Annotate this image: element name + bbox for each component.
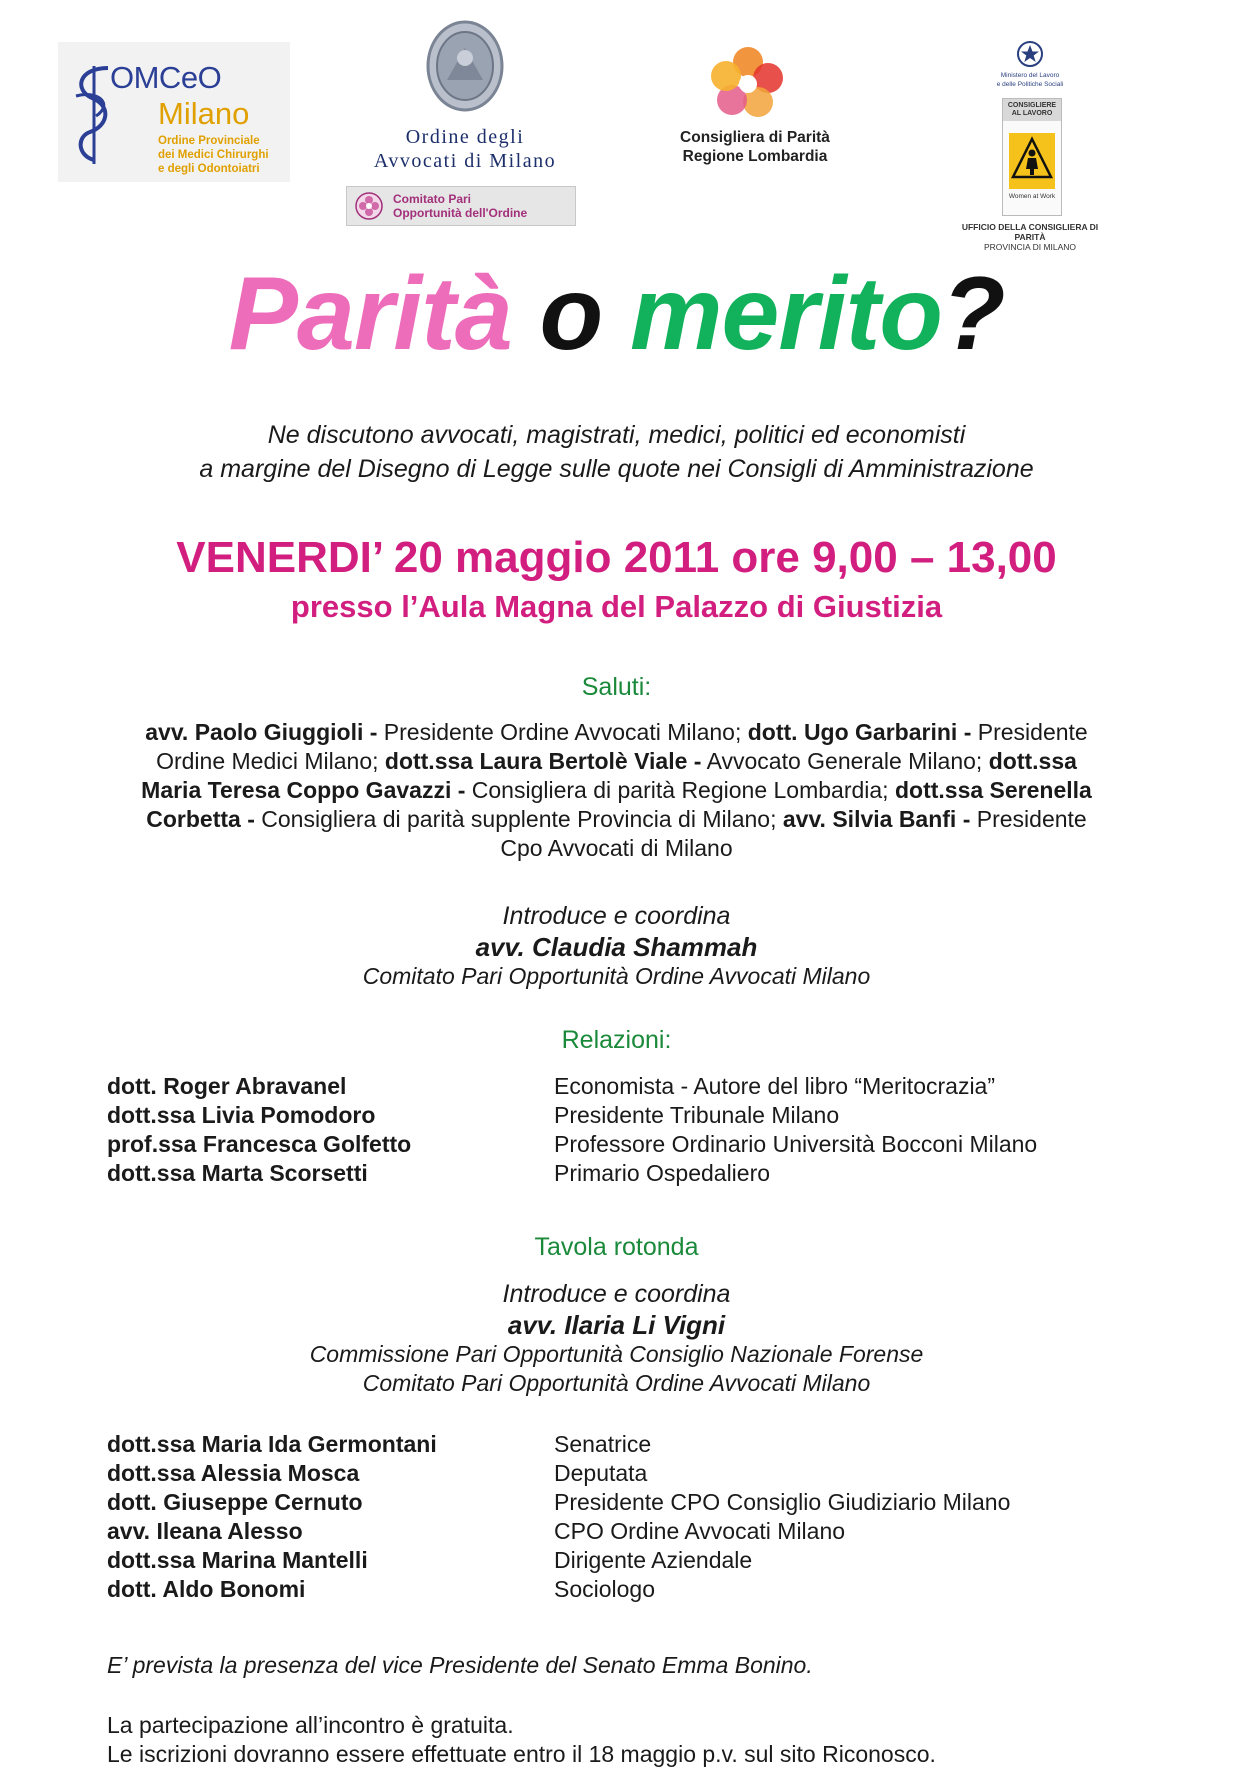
women-at-work-caption: Women at Work (1008, 193, 1056, 200)
panelist-name: dott.ssa Marina Mantelli (107, 1547, 368, 1573)
panelist-name: dott.ssa Maria Ida Germontani (107, 1431, 437, 1457)
title-question-mark: ? (941, 256, 1005, 372)
avvocati-line-1: Ordine degli (405, 126, 525, 148)
panelist-row (107, 1575, 1207, 1604)
emblem-icon (1016, 40, 1044, 70)
consigliera-line: Regione Lombardia (682, 148, 828, 165)
comitato-badge-text (393, 192, 527, 220)
omceo-sub-line: dei Medici Chirurghi (158, 149, 269, 161)
panelist-role: Senatrice (554, 1431, 652, 1457)
ministero-footer-line: UFFICIO DELLA CONSIGLIERA DI PARITÀ (961, 222, 1099, 242)
saluti-role: Presidente Ordine Avvocati Milano; (377, 719, 748, 745)
tavola-heading: Tavola rotonda (534, 1233, 699, 1261)
speaker-name: dott.ssa Marta Scorsetti (107, 1160, 368, 1186)
omceo-subtitle (158, 134, 288, 176)
speaker-name: dott. Roger Abravanel (107, 1073, 347, 1099)
saluti-role: Consigliera di parità supplente Provincia di Milano; (254, 806, 783, 832)
flower-petals-icon (708, 46, 788, 120)
panelist-role: CPO Ordine Avvocati Milano (554, 1518, 846, 1544)
panelist-role: Sociologo (554, 1576, 656, 1602)
saluti-name: dott.ssa Maria Teresa Coppo Gavazzi - (141, 748, 1077, 803)
free-entry-line: La partecipazione all’incontro è gratuita. (107, 1712, 514, 1738)
tavola-intro-label: Introduce e coordina (502, 1280, 731, 1308)
omceo-city: Milano (158, 96, 250, 131)
saluti-name: avv. Silvia Banfi - (782, 806, 971, 832)
consigliera-logo (640, 40, 870, 170)
omceo-name: OMCeO (110, 60, 222, 95)
tavola-coordinator-name: avv. Ilaria Li Vigni (507, 1310, 726, 1340)
saluti-body (130, 718, 1103, 863)
saluti-name: dott. Ugo Garbarini - (747, 719, 972, 745)
comitato-badge (346, 186, 576, 226)
ministero-line-1: Ministero del Lavoro (1000, 72, 1060, 79)
registration-info (107, 1711, 936, 1769)
omceo-sub-line: e degli Odontoiatri (158, 163, 260, 175)
tavola-coordinator-org-2: Comitato Pari Opportunità Ordine Avvocati Milano (362, 1370, 871, 1396)
seal-icon (425, 18, 505, 114)
speaker-role: Professore Ordinario Università Bocconi Milano (554, 1131, 1038, 1157)
speaker-row (107, 1101, 1207, 1130)
consigliera-line: Consigliera di Parità (680, 129, 830, 146)
speaker-row (107, 1159, 1207, 1188)
consigliere-box-title (1003, 99, 1061, 121)
consigliera-text (640, 128, 870, 166)
flower-icon (355, 192, 383, 220)
ministero-footer-line: PROVINCIA DI MILANO (983, 242, 1077, 252)
ordine-avvocati-logo (340, 18, 590, 223)
ministero-footer (950, 222, 1110, 252)
speaker-row (107, 1072, 1207, 1101)
registration-deadline-line: Le iscrizioni dovranno essere effettuate entro il 18 maggio p.v. sul sito Riconosco. (107, 1741, 936, 1767)
intro-coordinator-org: Comitato Pari Opportunità Ordine Avvocati Milano (362, 963, 871, 989)
tavola-list (107, 1430, 1207, 1604)
speaker-role: Primario Ospedaliero (554, 1160, 771, 1186)
saluti-heading: Saluti: (581, 673, 652, 701)
panelist-name: dott. Giuseppe Cernuto (107, 1489, 363, 1515)
event-date: VENERDI’ 20 maggio 2011 ore 9,00 – 13,00 (176, 533, 1057, 582)
relazioni-heading: Relazioni: (561, 1026, 672, 1054)
panelist-row (107, 1488, 1207, 1517)
subtitle-line-1: Ne discutono avvocati, magistrati, medici, politici ed economisti (267, 421, 966, 449)
title-word-merito: merito (630, 256, 942, 372)
omceo-sub-line: Ordine Provinciale (158, 135, 260, 147)
panelist-name: avv. Ileana Alesso (107, 1518, 303, 1544)
omceo-logo (58, 42, 290, 182)
saluti-name: dott.ssa Laura Bertolè Viale - (384, 748, 702, 774)
saluti-role: Consigliera di parità Regione Lombardia; (465, 777, 895, 803)
panelist-role: Presidente CPO Consiglio Giudiziario Milano (554, 1489, 1011, 1515)
panelist-name: dott. Aldo Bonomi (107, 1576, 306, 1602)
panelist-name: dott.ssa Alessia Mosca (107, 1460, 360, 1486)
ministero-logo (950, 40, 1110, 252)
panelist-role: Dirigente Aziendale (554, 1547, 753, 1573)
event-venue: presso l’Aula Magna del Palazzo di Giustizia (290, 589, 943, 624)
saluti-role: Presidente Cpo Avvocati di Milano (500, 806, 1087, 861)
title-word-parita: Parità (228, 256, 512, 372)
main-title (0, 256, 1233, 372)
panelist-row (107, 1459, 1207, 1488)
intro-coordinator-name: avv. Claudia Shammah (475, 932, 758, 962)
panelist-row (107, 1430, 1207, 1459)
badge-line: Comitato Pari (393, 192, 472, 206)
panelist-row (107, 1517, 1207, 1546)
speaker-role: Presidente Tribunale Milano (554, 1102, 840, 1128)
speaker-name: prof.ssa Francesca Golfetto (107, 1131, 412, 1157)
saluti-name: avv. Paolo Giuggioli - (145, 719, 378, 745)
panelist-role: Deputata (554, 1460, 648, 1486)
badge-line: Opportunità dell'Ordine (393, 206, 528, 220)
avvocati-line-2: Avvocati di Milano (373, 150, 557, 172)
subtitle-line-2: a margine del Disegno di Legge sulle quote nei Consigli di Amministrazione (199, 455, 1034, 483)
box-title-line: CONSIGLIERE (1007, 102, 1057, 109)
guest-note: E’ prevista la presenza del vice Presidente del Senato Emma Bonino. (107, 1652, 813, 1678)
speaker-role: Economista - Autore del libro “Meritocrazia” (554, 1073, 995, 1099)
saluti-name: dott.ssa Serenella Corbetta - (146, 777, 1092, 832)
ministero-line-2: e delle Politiche Sociali (996, 81, 1064, 88)
intro-label: Introduce e coordina (502, 902, 731, 930)
box-title-line: AL LAVORO (1011, 110, 1053, 117)
title-word-o: o (539, 256, 603, 372)
speaker-name: dott.ssa Livia Pomodoro (107, 1102, 376, 1128)
saluti-role: Presidente Ordine Medici Milano; (156, 719, 1088, 774)
tavola-coordinator-org-1: Commissione Pari Opportunità Consiglio Nazionale Forense (309, 1341, 924, 1367)
speaker-row (107, 1130, 1207, 1159)
warning-sign-icon (1009, 133, 1055, 189)
subtitle (0, 418, 1233, 486)
consigliere-box (1002, 98, 1062, 216)
saluti-role: Avvocato Generale Milano; (701, 748, 989, 774)
panelist-row (107, 1546, 1207, 1575)
relazioni-list (107, 1072, 1207, 1188)
